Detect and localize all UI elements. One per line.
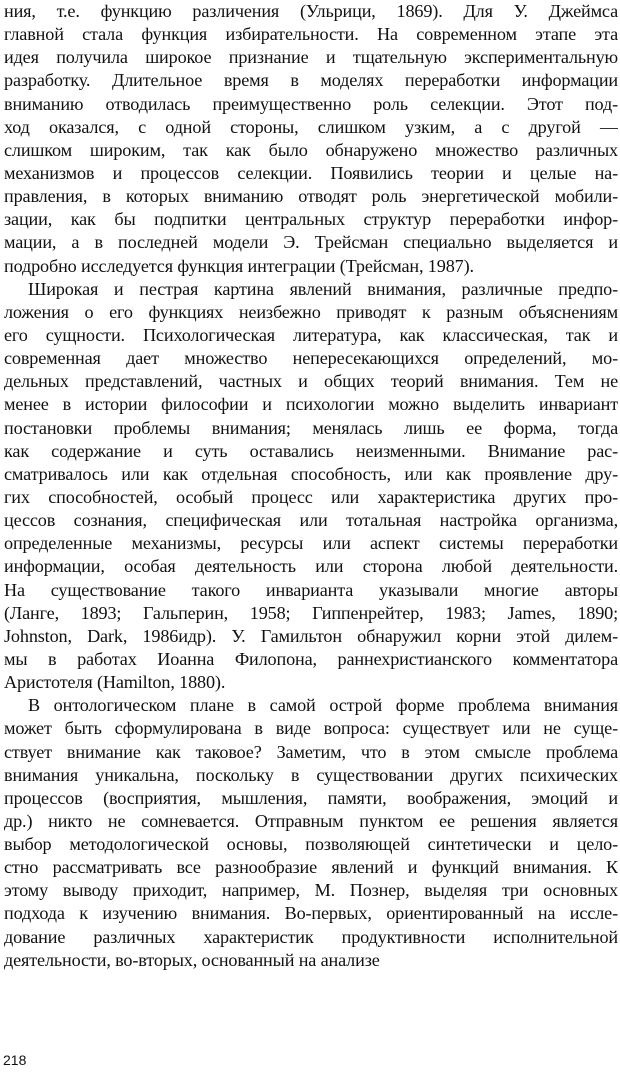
text-line-last: деятельности, во-вторых, основанный на анализе	[4, 949, 380, 970]
text-line: вниманию отводилась преимущественно роль селекции. Этот под-	[4, 93, 618, 114]
text-line: механизмов и процессов селекции. Появились теории и целые на-	[4, 162, 618, 183]
text-line: внимания уникальна, поскольку в существовании других психических	[4, 764, 618, 785]
text-line-first: Широкая и пестрая картина явлений внимания, различные предпо-	[28, 278, 618, 299]
text-line: его сущности. Психологическая литература, как классическая, так и	[4, 324, 618, 345]
text-line: дование различных характеристик продуктивности исполнительной	[4, 926, 618, 947]
text-line: информации, особая деятельность или сторона любой деятельности.	[4, 556, 618, 577]
text-line: правления, в которых вниманию отводят роль энергетической мобили-	[4, 186, 618, 207]
text-line: постановки проблемы внимания; менялась лишь ее форма, тогда	[4, 417, 618, 438]
text-line: главной стала функция избирательности. На современном этапе эта	[4, 24, 618, 45]
text-line: подхода к изучению внимания. Во-первых, ориентированный на иссле-	[4, 903, 618, 924]
text-line-first: В онтологическом плане в самой острой форме проблема внимания	[28, 695, 618, 716]
text-line: дельных представлений, частных и общих теорий внимания. Тем не	[4, 371, 618, 392]
text-line: выбор методологической основы, позволяющей синтетически и цело-	[4, 834, 618, 855]
text-line: ложения о его функциях неизбежно приводят к разным объяснениям	[4, 301, 618, 322]
text-line: определенные механизмы, ресурсы или аспект системы переработки	[4, 533, 618, 554]
text-line-last: Аристотеля (Hamilton, 1880).	[4, 672, 226, 693]
text-line: как содержание и суть оставались неизменными. Внимание рас-	[4, 440, 618, 461]
text-line: мы в работах Иоанна Филопона, раннехристианского комментатора	[4, 648, 618, 669]
text-line: стно рассматривать все разнообразие явлений и функций внимания. К	[4, 857, 618, 878]
text-line: ния, т.е. функцию различения (Ульрици, 1869). Для У. Джеймса	[4, 1, 618, 21]
text-line-last: подробно исследуется функция интеграции (Трейсман, 1987).	[4, 255, 474, 276]
text-line: этому выводу приходит, например, М. Познер, выделяя три основных	[4, 880, 618, 901]
text-line: На существование такого инварианта указывали многие авторы	[4, 579, 618, 600]
text-line: (Ланге, 1893; Гальперин, 1958; Гиппенрейтер, 1983; James, 1890;	[4, 602, 618, 623]
text-line: разработку. Длительное время в моделях переработки информации	[4, 70, 618, 91]
text-line: ствует внимание как таковое? Заметим, что в этом смысле проблема	[4, 741, 618, 762]
text-line: процессов (восприятия, мышления, памяти, воображения, эмоций и	[4, 787, 618, 808]
text-line: современная дает множество непересекающихся определений, мо-	[4, 348, 618, 369]
text-line: др.) никто не сомневается. Отправным пунктом ее решения является	[4, 810, 618, 831]
text-line: сматривалось или как отдельная способность, или как проявление дру-	[4, 463, 618, 484]
text-line: гих способностей, особый процесс или характеристика других про-	[4, 486, 618, 507]
text-line: зации, как бы подпитки центральных структур переработки инфор-	[4, 209, 618, 230]
text-line: может быть сформулирована в виде вопроса: существует или не суще-	[4, 718, 618, 739]
text-line: цессов сознания, специфическая или тотальная настройка организма,	[4, 510, 618, 531]
text-line: идея получила широкое признание и тщательную экспериментальную	[4, 47, 618, 68]
text-line: ход оказался, с одной стороны, слишком узким, а с другой —	[4, 116, 618, 137]
page-number: 218	[3, 1052, 27, 1068]
text-line: Johnston, Dark, 1986идр). У. Гамильтон обнаружил корни этой дилем-	[4, 625, 618, 646]
text-line: мации, а в последней модели Э. Трейсман специально выделяется и	[4, 232, 618, 253]
text-line: менее в истории философии и психологии можно выделить инвариант	[4, 394, 618, 415]
text-line: слишком широким, так как было обнаружено множество различных	[4, 139, 618, 160]
body-text	[4, 0, 618, 972]
